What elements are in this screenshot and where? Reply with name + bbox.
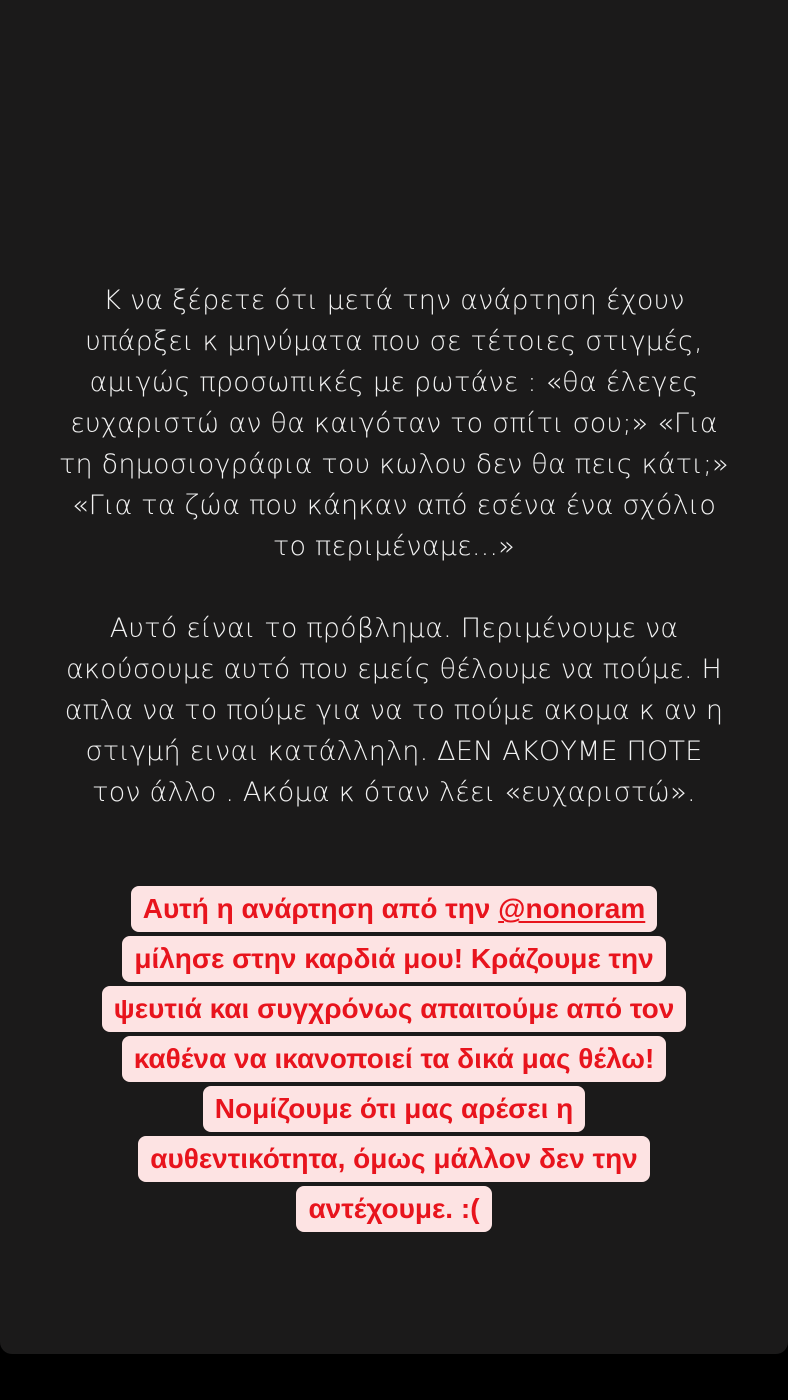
quote-line: τη δημοσιογράφια του κωλου δεν θα πεις κάτι;» [59,449,729,480]
quote-line: Κ να ξέρετε ότι μετά την ανάρτηση έχουν [103,285,685,316]
quoted-text-block [0,280,788,813]
caption-line: αντέχουμε. :( [296,1186,491,1232]
quote-line: αμιγώς προσωπικές με ρωτάνε : «θα έλεγες [89,367,699,398]
caption-line-prefix: Αυτή η ανάρτηση από την [142,893,499,924]
paragraph-gap [0,567,788,608]
quote-line: τον άλλο . Ακόμα κ όταν λέει «ευχαριστώ». [92,777,696,808]
quote-line: «Για τα ζώα που κάηκαν από εσένα ένα σχόλιο [71,490,717,521]
caption-line: Νομίζουμε ότι μας αρέσει η [203,1086,586,1132]
quote-line: ακούσουμε αυτό που εμείς θέλουμε να πούμε. Η [65,654,723,685]
highlighted-caption [0,886,788,1236]
quote-line: το περιμέναμε...» [273,531,515,562]
quote-line: Αυτό είναι το πρόβλημα. Περιμένουμε να [109,613,679,644]
caption-line: μίλησε στην καρδιά μου! Κράζουμε την [122,936,665,982]
caption-line: αυθεντικότητα, όμως μάλλον δεν την [138,1136,650,1182]
quote-line: υπάρξει κ μηνύματα που σε τέτοιες στιγμές, [85,326,703,357]
caption-line: καθένα να ικανοποιεί τα δικά μας θέλω! [122,1036,667,1082]
quote-line: ευχαριστώ αν θα καιγόταν το σπίτι σου;» «Για [70,408,718,439]
quote-line: στιγμή ειναι κατάλληλη. ΔΕΝ ΑΚΟΥΜΕ ΠΟΤΕ [85,736,703,767]
user-mention-link[interactable]: @nonoram [498,893,646,924]
bottom-bar [0,1354,788,1400]
quote-line: απλα να το πούμε για να το πούμε ακομα κ αν η [64,695,724,726]
caption-line [131,886,658,932]
caption-line: ψευτιά και συγχρόνως απαιτούμε από τον [102,986,687,1032]
